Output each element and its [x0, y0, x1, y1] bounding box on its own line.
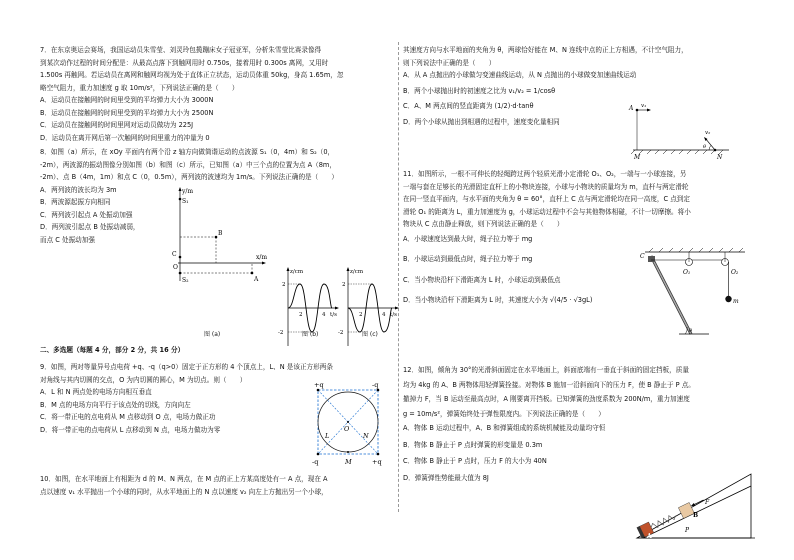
fig-b-ylabel: z/cm	[290, 269, 304, 275]
q8-option-c: C．两列波引起点 A 处振动加强	[40, 210, 133, 219]
q7-option-a: A．运动员在接触网的时间里受到的平均弹力大小为 3000N	[40, 96, 214, 104]
q12-fig-b: B	[693, 512, 699, 519]
fig-c-xlabel: t/s	[390, 312, 397, 318]
fig-a-label-b: B	[218, 230, 223, 237]
q8-line: -2m），两波源的振动图像分别如图（b）和图（c）所示，已知图（a）中三个点的位置为点 A（8m，	[40, 160, 336, 169]
q11-option-c: C．当小物块沿杆下滑距离为 L 时，小球运动到最低点	[403, 275, 561, 284]
question-7	[40, 44, 395, 144]
fig-b-xtick: 2	[299, 312, 303, 318]
q9-charge: +q	[314, 381, 324, 389]
q8-line: -2m）、点 B（4m，1m）和点 C（0，0.5m），两列波的波速均为 1m/s。下列说法正确的是（ ）	[40, 173, 339, 181]
q9-line: 9．如图，两对等量异号点电荷 +q、-q（q>0）固定于正方形的 4 个顶点上，L、N 是该正方形两条	[40, 363, 333, 371]
fig-a-origin: O	[173, 264, 178, 271]
q10-fig-theta: θ	[703, 144, 707, 150]
q11-fig-o2: O₂	[731, 269, 739, 276]
q7-line: 1.500s 再触网。若运动员在离网和触网均视为处于直体正立状态，运动员体重 50kg，身高 1.65m，忽	[40, 71, 344, 79]
q10-line: 其速度方向与水平地面的夹角为 θ，两球恰好能在 M、N 连线中点的正上方相遇，不计空气阻力，	[403, 46, 688, 54]
q11-line: 11．如图所示，一根不可伸长的轻绳跨过两个轻质光滑小定滑轮 O₁、O₂，一端与一小球连接，另	[403, 170, 687, 178]
q10-fig-v1: v₁	[641, 104, 647, 109]
q12-option-d: D．弹簧弹性势能最大值为 8J	[403, 473, 489, 482]
q7-option-b: B．运动员在接触网的时间里受到的平均弹力大小为 2500N	[40, 108, 214, 117]
q12-option-a: A．物体 B 运动过程中，A、B 和弹簧组成的系统机械能及动量均守恒	[403, 424, 606, 432]
fig-a-label-s1: S₁	[182, 198, 189, 205]
q12-line: 12．如图，倾角为 30°的光滑斜面固定在水平地面上，斜面底端有一垂直于斜面的固定挡板，质量	[403, 366, 689, 374]
q11-figure	[639, 244, 751, 344]
q9-option-b: B．M 点的电场方向平行于该点处的切线，方向向左	[40, 400, 191, 409]
fig-a-label-c: C	[172, 251, 177, 258]
q11-fig-m: m	[733, 298, 739, 305]
fig-a-xlabel: x/m	[256, 254, 268, 261]
q7-line: 7．在东京奥运会赛场，我国运动员朱雪莹、刘灵玲包揽蹦床女子冠亚军，分析朱雪莹比赛录像得	[40, 46, 322, 54]
q12-fig-a: A	[647, 533, 652, 540]
q7-option-c: C．运动员在接触网的时间里网对运动员做功为 225J	[40, 121, 194, 129]
q12-option-c: C．物体 B 静止于 P 点时，压力 F 的大小为 40N	[403, 457, 547, 465]
fig-c-caption: 图 (c)	[362, 331, 378, 338]
fig-c-ytick: 2	[342, 282, 346, 288]
fig-a-label-s2: S₂	[182, 277, 189, 284]
q12-fig-f: F	[705, 499, 710, 506]
fig-a-label-a: A	[254, 276, 259, 283]
q12-line: 均为 4kg 的 A、B 两物体用轻弹簧拴接。对物体 B 施加一沿斜面向下的压力 F，使 B 静止于 P 点。	[403, 380, 695, 389]
fig-b-xtick: 4	[322, 312, 326, 318]
q12-line: 撤掉力 F，当 B 运动至最高点时，A 刚要离开挡板。已知弹簧的劲度系数为 200N/m，重力加速度	[403, 395, 690, 403]
q8-option-d-cont: 而点 C 处振动加强	[40, 235, 95, 244]
q9-option-d: D．将一带正电的点电荷从 L 点移动到 N 点，电场力做功为零	[40, 425, 221, 434]
q12-line: g = 10m/s²，弹簧始终处于弹性限度内。下列说法正确的是（ ）	[403, 409, 605, 418]
q10-fig-m: M	[634, 154, 641, 160]
q11-option-a: A．小球速度达到最大时，绳子拉力等于 mg	[403, 234, 533, 243]
fig-b-ytick: -2	[278, 330, 284, 336]
q10-option-b: B．两个小球抛出时的初速度之比为 v₁/v₂ = 1/cosθ	[403, 86, 556, 95]
q11-line: 一端与套在足够长的光滑固定直杆上的小物块连接，小球与小物块的质量均为 m，直杆与两定滑轮	[403, 182, 689, 191]
q7-line: 略空气阻力，重力加速度 g 取 10m/s²，下列说法正确的是（ ）	[40, 83, 239, 92]
fig-b-caption: 图 (b)	[302, 331, 319, 338]
q9-charge: -q	[372, 381, 379, 389]
q10-figure	[625, 104, 735, 160]
question-12	[403, 364, 761, 484]
q10-line: 则下列说法中正确的是（ ）	[403, 58, 496, 67]
fig-c-xtick: 4	[382, 312, 386, 318]
section-title-multiple-choice: 二、多选题（每题 4 分，部分 2 分，共 16 分）	[40, 346, 185, 354]
q9-charge: -q	[312, 458, 319, 466]
q11-line: 滑轮 O₁ 的距离为 L，重力加速度为 g，小球运动过程中不会与其他物体相碰，不计一切摩擦。将小	[403, 207, 691, 216]
fig-b-xlabel: t/s	[330, 312, 337, 318]
q10-line: 点以速度 v₁ 水平抛出一个小球的同时，从水平地面上的 N 点以速度 v₂ 向左上方抛出另一个小球，	[40, 487, 328, 496]
q8-option-b: B．两波源起振方向相同	[40, 198, 111, 206]
q9-figure	[308, 380, 388, 468]
q8-option-a: A．两列波的波长均为 3m	[40, 185, 117, 194]
q10-option-c: C．A、M 两点间的竖直距离为 (1/2)·d·tanθ	[403, 102, 534, 110]
q12-fig-p: P	[685, 527, 690, 534]
fig-c-xtick: 2	[359, 312, 363, 318]
q10-fig-n: N	[717, 154, 723, 160]
fig-b-ytick: 2	[282, 282, 286, 288]
q11-fig-c: C	[640, 253, 645, 260]
fig-a-ylabel: y/m	[182, 188, 194, 195]
q10-option-a: A．从 A 点抛出的小球做匀变速曲线运动，从 N 点抛出的小球做变加速曲线运动	[403, 71, 637, 79]
q7-line: 到某次动作过程的时间分配是：从最高点落下到触网用时 0.750s，接着用时 0.300s 离网，又用时	[40, 58, 329, 67]
q7-option-d: D．运动员在离开网后第一次触网的时间里重力的冲量为 0	[40, 133, 210, 142]
q9-line: 对角线与其内切圆的交点，O 为内切圆的圆心，M 为切点。则（ ）	[40, 375, 247, 384]
q8-option-d: D．两列波引起点 B 处振动减弱，	[40, 223, 140, 231]
q8-figure-a	[172, 185, 268, 285]
q11-option-b: B．小球运动到最低点时，绳子拉力等于 mg	[403, 255, 533, 263]
fig-c-ylabel: z/cm	[350, 269, 364, 275]
q9-point-n: N	[363, 432, 369, 440]
q9-point-o: O	[344, 425, 350, 433]
q9-point-m: M	[345, 458, 352, 466]
q12-figure	[633, 472, 758, 544]
q8-line: 8．如图（a）所示，在 xOy 平面内有两个沿 z 轴方向做简谐运动的点波源 S₁（0，4m）和 S₂（0，	[40, 148, 335, 156]
q10-fig-a: A	[629, 105, 634, 112]
q11-fig-theta: θ	[689, 328, 693, 334]
q9-charge: +q	[372, 458, 382, 466]
q9-option-a: A．L 和 N 两点处的电场方向相互垂直	[40, 388, 152, 396]
q11-line: 物块从 C 点由静止释放，则下列说法正确的是（ ）	[403, 220, 564, 228]
q11-fig-o1: O₁	[683, 269, 691, 276]
question-10	[40, 473, 395, 498]
q10-line: 10．如图，在水平地面上有相距为 d 的 M、N 两点，在 M 点的正上方某高度处有一 A 点，现在 A	[40, 475, 328, 483]
fig-a-caption: 图 (a)	[204, 331, 221, 338]
q9-option-c: C．将一带正电的点电荷从 M 点移动到 O 点，电场力做正功	[40, 413, 216, 421]
q11-option-d: D．当小物块沿杆下滑距离为 L 时，其速度大小为 √(4/5 · √3gL)	[403, 296, 593, 304]
q10-fig-v2: v₂	[705, 130, 711, 136]
fig-c-ytick: -2	[338, 330, 344, 336]
q9-point-l: L	[325, 432, 330, 440]
q11-line: 在同一竖直平面内，与水平面的夹角为 θ = 60°，直杆上 C 点与两定滑轮均在同一高度，C 点到定	[403, 195, 690, 203]
q10-option-d: D．两个小球从抛出到相遇的过程中，速度变化量相同	[403, 117, 560, 126]
q12-option-b: B．物体 B 静止于 P 点时弹簧的形变量是 0.3m	[403, 440, 543, 449]
